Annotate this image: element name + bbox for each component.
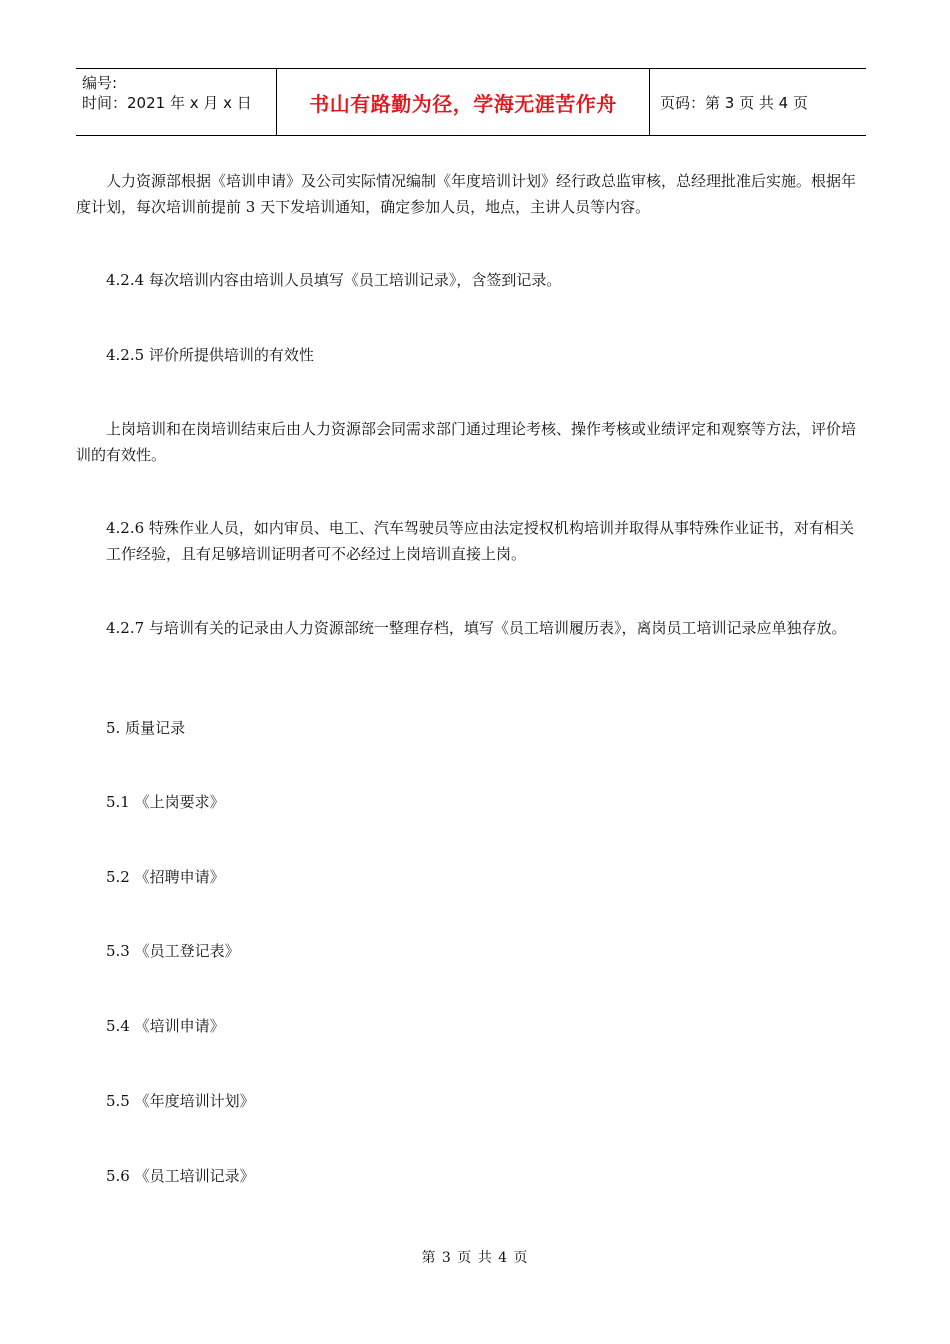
paragraph-4-2-4: 4.2.4 每次培训内容由培训人员填写《员工培训记录》，含签到记录。 (106, 271, 562, 289)
record-item: 5.2 《招聘申请》 (106, 868, 225, 886)
paragraph-evaluation: 上岗培训和在岗培训结束后由人力资源部会同需求部门通过理论考核、操作考核或业绩评定和观察等方法，评价培训的有效性。 (76, 420, 857, 464)
record-item: 5.6 《员工培训记录》 (106, 1167, 255, 1185)
document-date: 时间：2021 年 x 月 x 日 (82, 94, 252, 112)
page-header (76, 68, 866, 136)
record-item: 5.5 《年度培训计划》 (106, 1092, 255, 1110)
header-motto: 书山有路勤为径，学海无涯苦作舟 (277, 69, 650, 135)
header-page-number: 页码：第 3 页 共 4 页 (660, 93, 808, 112)
document-number-label: 编号: (82, 74, 118, 92)
section-quality-records: 5. 质量记录 (106, 719, 186, 737)
paragraph-4-2-7: 4.2.7 与培训有关的记录由人力资源部统一整理存档，填写《员工培训履历表》，离岗员工培训记录应单独存放。 (106, 619, 847, 637)
paragraph-training-plan: 人力资源部根据《培训申请》及公司实际情况编制《年度培训计划》经行政总监审核，总经理批准后实施。根据年度计划，每次培训前提前 3 天下发培训通知，确定参加人员，地点，主讲人员等内容。 (76, 172, 857, 216)
header-left-cell (76, 69, 277, 135)
paragraph-4-2-6: 4.2.6 特殊作业人员，如内审员、电工、汽车驾驶员等应由法定授权机构培训并取得从事特殊作业证书，对有相关工作经验，且有足够培训证明者可不必经过上岗培训直接上岗。 (106, 519, 854, 563)
record-item: 5.1 《上岗要求》 (106, 793, 225, 811)
page-footer: 第 3 页 共 4 页 (421, 1250, 529, 1266)
record-item: 5.4 《培训申请》 (106, 1017, 225, 1035)
paragraph-4-2-5: 4.2.5 评价所提供培训的有效性 (106, 346, 314, 364)
record-item: 5.3 《员工登记表》 (106, 942, 240, 960)
